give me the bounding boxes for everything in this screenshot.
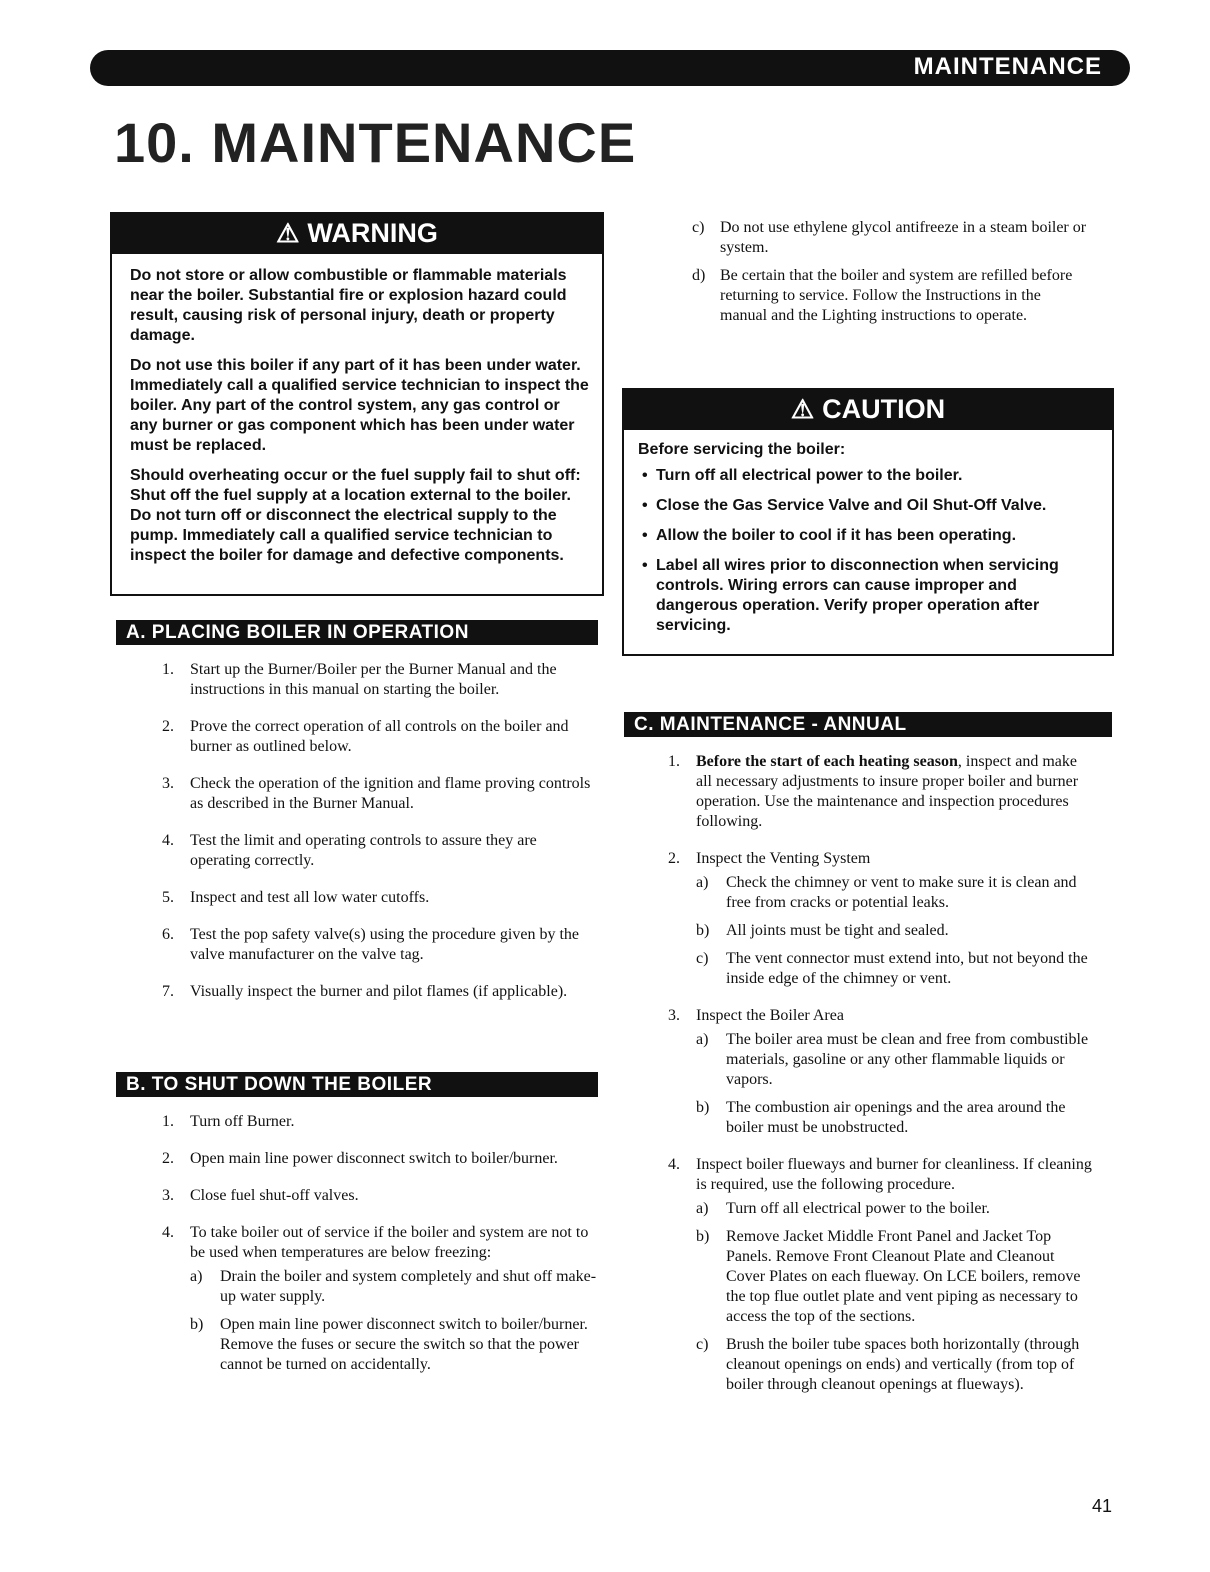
sub-item: b) The combustion air openings and the area around the boiler must be unobstructed. <box>696 1099 1066 1136</box>
list-item: 3. Close fuel shut-off valves. <box>162 1187 359 1204</box>
warning-triangle-icon: ⚠ <box>790 394 815 424</box>
sub-list <box>696 1199 1096 1395</box>
list-item: 4. To take boiler out of service if the boiler and system are not to be used when temperatures are below freezing: a) Drain the boiler and system completely and shut off make-up water supply. b) Open main line power disconnect switch to boiler/burner. Remove the fuses or secure the switch so that the power cannot be turned on accidentally. <box>160 1223 600 1375</box>
list-item: 2. Open main line power disconnect switch to boiler/burner. <box>162 1150 558 1167</box>
sub-item: b) All joints must be tight and sealed. <box>696 922 949 939</box>
list-item: 1. Turn off Burner. <box>162 1113 295 1130</box>
header-bar <box>90 50 1130 86</box>
section-b-list <box>160 1112 600 1392</box>
list-item: 4. Test the limit and operating controls to assure they are operating correctly. <box>162 832 537 869</box>
warning-triangle-icon: ⚠ <box>276 218 300 248</box>
sub-item: a) Drain the boiler and system completely and shut off make-up water supply. <box>190 1268 597 1305</box>
list-item: 3. Inspect the Boiler Area a) The boiler area must be clean and free from combustible materials, gasoline or any other flammable liquids or vapors. b) The combustion air openings and the area around the boiler must be unobstructed. <box>666 1006 1096 1138</box>
right-top-list <box>690 218 1090 343</box>
section-c-list <box>666 752 1096 1412</box>
warning-title: WARNING <box>307 218 438 248</box>
warning-box <box>110 212 604 596</box>
section-b-header: B. TO SHUT DOWN THE BOILER <box>116 1072 598 1097</box>
warning-paragraph: Should overheating occur or the fuel supply fail to shut off: Shut off the fuel supply at a location external to the boiler. Do not turn off or disconnect the electrical supply to the pump. Immediately call a qualified service technician to inspect the boiler for damage and defective components. <box>130 467 581 564</box>
section-a-header: A. PLACING BOILER IN OPERATION <box>116 620 598 645</box>
sub-item: c) The vent connector must extend into, but not beyond the inside edge of the chimney or vent. <box>696 950 1088 987</box>
caution-box <box>622 388 1114 656</box>
list-item: 5. Inspect and test all low water cutoffs. <box>162 889 430 906</box>
list-item: 2. Prove the correct operation of all controls on the boiler and burner as outlined below. <box>162 718 569 755</box>
list-item: 1. Before the start of each heating season, inspect and make all necessary adjustments to insure proper boiler and burner operation. Use the maintenance and inspection procedures following. <box>668 753 1079 830</box>
list-item: 4. Inspect boiler flueways and burner for cleanliness. If cleaning is required, use the following procedure. a) Turn off all electrical power to the boiler. b) Remove Jacket Middle Front Panel and Jacket Top Panels. Remove Front Cleanout Plate and Cleanout Cover Plates on each flueway. On LCE boilers, remove the top flue outlet plate and vent piping as necessary to access the top of the sections. c) Brush the boiler tube spaces both horizontally (through cleanout openings on ends) and vertically (from top of boiler through cleanout openings at flueways). <box>666 1155 1096 1395</box>
warning-paragraph: Do not store or allow combustible or flammable materials near the boiler. Substantial fire or explosion hazard could result, causing risk of personal injury, death or property damage. <box>130 267 567 344</box>
sub-list <box>696 873 1096 989</box>
list-item: d) Be certain that the boiler and system are refilled before returning to service. Follow the Instructions in the manual and the Lighting instructions to operate. <box>692 267 1073 324</box>
page-title: 10. MAINTENANCE <box>114 111 637 174</box>
list-item: c) Do not use ethylene glycol antifreeze in a steam boiler or system. <box>692 219 1087 256</box>
caution-bullet: • Allow the boiler to cool if it has been operating. <box>642 527 1017 544</box>
sub-list <box>190 1267 600 1375</box>
sub-item: b) Remove Jacket Middle Front Panel and Jacket Top Panels. Remove Front Cleanout Plate and Cleanout Cover Plates on each flueway. On LCE boilers, remove the top flue outlet plate and vent piping as necessary to access the top of the sections. <box>696 1228 1081 1325</box>
caution-bullet: • Close the Gas Service Valve and Oil Shut-Off Valve. <box>642 497 1047 514</box>
section-c-header: C. MAINTENANCE - ANNUAL <box>624 712 1112 737</box>
warning-paragraph: Do not use this boiler if any part of it has been under water. Immediately call a qualified service technician to inspect the boiler. Any part of the control system, any gas control or any burner or gas component which has been under water must be replaced. <box>130 357 589 454</box>
sub-item: a) Turn off all electrical power to the boiler. <box>696 1200 990 1217</box>
caution-lead: Before servicing the boiler: <box>638 441 846 458</box>
sub-item: a) Check the chimney or vent to make sure it is clean and free from cracks or potential leaks. <box>696 874 1077 911</box>
section-a-list <box>160 660 600 1019</box>
sub-item: c) Brush the boiler tube spaces both horizontally (through cleanout openings on ends) and vertically (from top of boiler through cleanout openings at flueways). <box>696 1336 1080 1393</box>
sub-item: b) Open main line power disconnect switch to boiler/burner. Remove the fuses or secure the switch so that the power cannot be turned on accidentally. <box>190 1316 588 1373</box>
list-item: 2. Inspect the Venting System a) Check the chimney or vent to make sure it is clean and free from cracks or potential leaks. b) All joints must be tight and sealed. c) The vent connector must extend into, but not beyond the inside edge of the chimney or vent. <box>666 849 1096 989</box>
caution-bullet: • Turn off all electrical power to the boiler. <box>642 467 963 484</box>
caution-list <box>624 466 1112 636</box>
sub-item: a) The boiler area must be clean and free from combustible materials, gasoline or any other flammable liquids or vapors. <box>696 1031 1089 1088</box>
sub-list <box>696 1030 1096 1138</box>
caution-header <box>624 388 1112 430</box>
header-tab: MAINTENANCE <box>913 53 1102 80</box>
caution-bullet: • Label all wires prior to disconnection when servicing controls. Wiring errors can cause improper and dangerous operation. Verify proper operation after servicing. <box>642 557 1059 634</box>
list-item: 1. Start up the Burner/Boiler per the Burner Manual and the instructions in this manual on starting the boiler. <box>162 661 557 698</box>
list-item: 6. Test the pop safety valve(s) using the procedure given by the valve manufacturer on the valve tag. <box>162 926 579 963</box>
caution-title: CAUTION <box>822 394 946 424</box>
list-item: 7. Visually inspect the burner and pilot flames (if applicable). <box>162 983 568 1000</box>
page-number: 41 <box>1091 1496 1112 1516</box>
warning-header <box>112 212 602 254</box>
list-item: 3. Check the operation of the ignition and flame proving controls as described in the Burner Manual. <box>162 775 591 812</box>
